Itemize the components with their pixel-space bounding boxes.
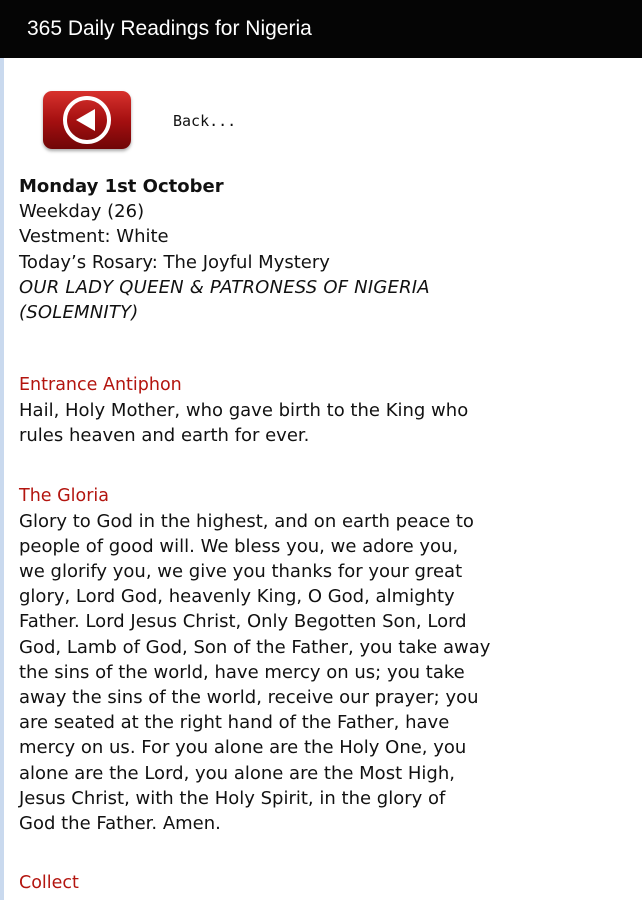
gloria-line: God, Lamb of God, Son of the Father, you take away	[19, 636, 491, 658]
gloria-line: mercy on us. For you alone are the Holy One, you	[19, 737, 467, 759]
entrance-antiphon-heading: Entrance Antiphon	[19, 375, 182, 396]
entrance-antiphon-line: Hail, Holy Mother, who gave birth to the King who	[19, 400, 469, 422]
gloria-line: glory, Lord God, heavenly King, O God, almighty	[19, 586, 455, 608]
collect-heading: Collect	[19, 873, 79, 894]
app-title: 365 Daily Readings for Nigeria	[27, 17, 312, 40]
left-border-rule	[0, 58, 4, 900]
back-button[interactable]	[43, 91, 131, 149]
feast-title-line-1: OUR LADY QUEEN & PATRONESS OF NIGERIA	[19, 276, 430, 298]
entrance-antiphon-line: rules heaven and earth for ever.	[19, 425, 310, 447]
entrance-antiphon-text	[19, 398, 631, 448]
reading-date: Monday 1st October	[19, 176, 224, 197]
vestment-label: Vestment: White	[19, 226, 169, 248]
gloria-line: Jesus Christ, with the Holy Spirit, in the glory of	[19, 787, 446, 809]
gloria-line: we glorify you, we give you thanks for your great	[19, 561, 463, 583]
app-title-bar	[0, 0, 642, 58]
gloria-line: away the sins of the world, receive our prayer; you	[19, 687, 479, 709]
gloria-text	[19, 509, 631, 837]
gloria-line: Father. Lord Jesus Christ, Only Begotten Son, Lord	[19, 611, 467, 633]
daily-reading-content	[19, 174, 631, 896]
back-link[interactable]: Back...	[173, 112, 237, 130]
gloria-line: the sins of the world, have mercy on us; you take	[19, 661, 465, 683]
gloria-line: people of good will. We bless you, we adore you,	[19, 535, 459, 557]
section-spacer	[19, 836, 631, 871]
weekday-label: Weekday (26)	[19, 201, 145, 223]
feast-title-line-2: (SOLEMNITY)	[19, 302, 139, 324]
gloria-line: God the Father. Amen.	[19, 813, 221, 835]
gloria-line: alone are the Lord, you alone are the Most High,	[19, 762, 455, 784]
left-arrow-circle-icon	[59, 92, 115, 148]
section-spacer	[19, 325, 631, 373]
gloria-line: Glory to God in the highest, and on earth peace to	[19, 510, 474, 532]
gloria-line: are seated at the right hand of the Father, have	[19, 712, 450, 734]
section-spacer	[19, 449, 631, 484]
gloria-heading: The Gloria	[19, 485, 110, 506]
rosary-label: Today’s Rosary: The Joyful Mystery	[19, 251, 330, 273]
